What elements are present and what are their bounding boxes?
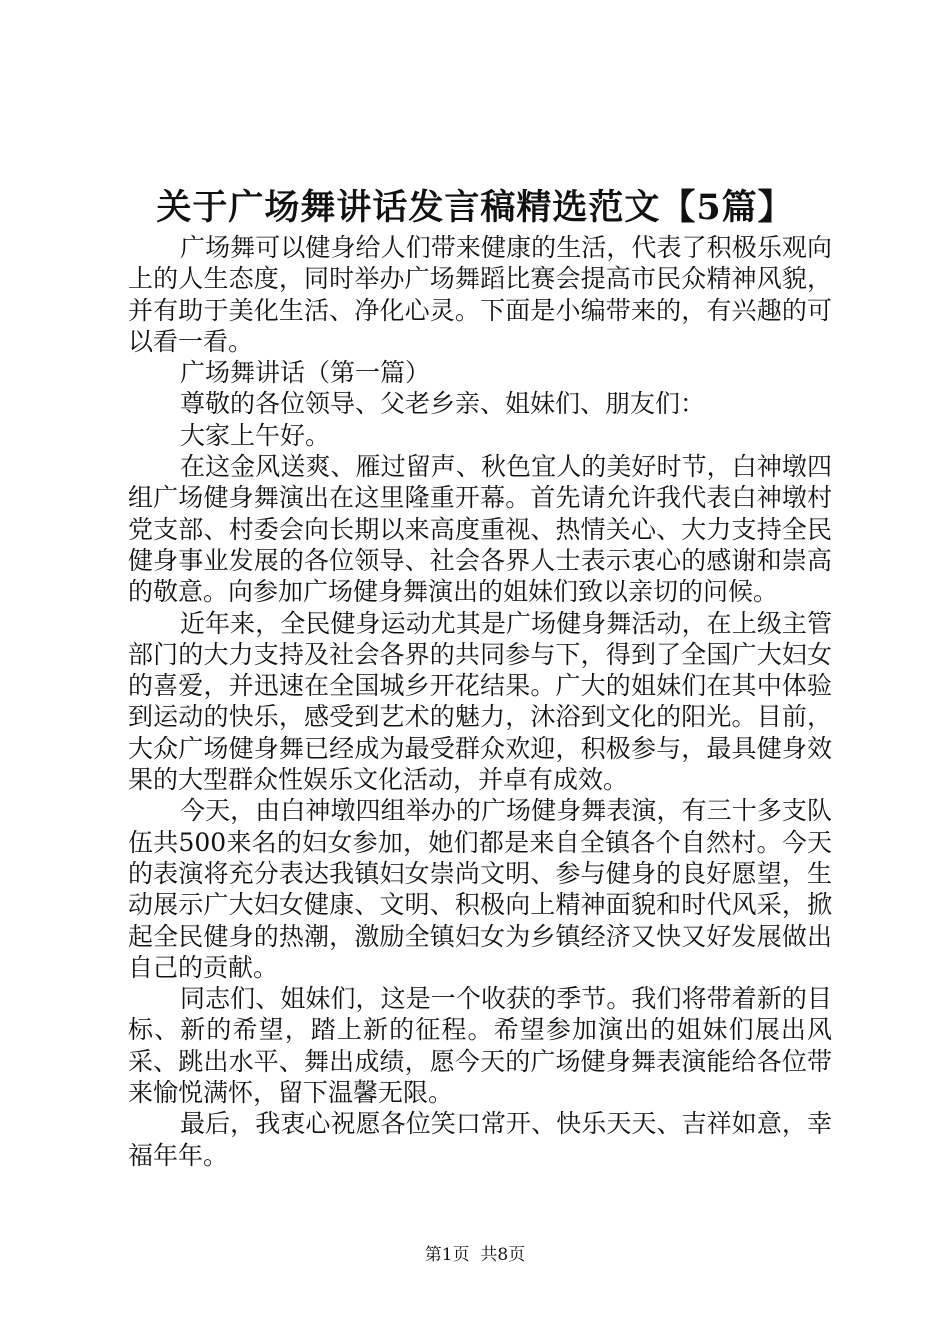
paragraph-comrades: 同志们、姐妹们，这是一个收获的季节。我们将带着新的目标、新的希望，踏上新的征程。希望参加演出的姐妹们展出风采、跳出水平、舞出成绩，愿今天的广场健身舞表演能给各位带来愉悦满怀，留下温馨无限。 [128,984,832,1108]
paragraph-salutation: 尊敬的各位领导、父老乡亲、姐妹们、朋友们： [180,389,706,419]
paragraph-greeting: 大家上午好。 [180,420,331,450]
document-title: 关于广场舞讲话发言稿精选范文【5篇】 [156,187,794,228]
paragraph-today: 今天，由白神墩四组举办的广场健身舞表演，有三十多支队伍共500来名的妇女参加，她们都是来自全镇各个自然村。今天的表演将充分表达我镇妇女崇尚文明、参与健身的良好愿望，生动展示广大妇女健康、文明、积极向上精神面貌和时代风采，掀起全民健身的热潮，激励全镇妇女为乡镇经济又快又好发展做出自己的贡献。 [128,796,832,982]
paragraph-recent-years: 近年来，全民健身运动尤其是广场健身舞活动，在上级主管部门的大力支持及社会各界的共同参与下，得到了全国广大妇女的喜爱，并迅速在全国城乡开花结果。广大的姐妹们在其中体验到运动的快乐，感受到艺术的魅力，沐浴到文化的阳光。目前，大众广场健身舞已经成为最受群众欢迎，积极参与，最具健身效果的大型群众性娱乐文化活动，并卓有成效。 [128,608,832,795]
paragraph-closing: 最后，我衷心祝愿各位笑口常开、快乐天天、吉祥如意，幸福年年。 [128,1109,832,1170]
paragraph-intro: 广场舞可以健身给人们带来健康的生活，代表了积极乐观向上的人生态度，同时举办广场舞蹈比赛会提高市民众精神风貌，并有助于美化生活、净化心灵。下面是小编带来的，有兴趣的可以看一看。 [128,233,832,356]
page-indicator: 第1页 共8页 [424,1245,526,1265]
document-body [128,232,832,1171]
paragraph-section-heading: 广场舞讲话（第一篇） [180,358,431,388]
paragraph-opening: 在这金风送爽、雁过留声、秋色宜人的美好时节，白神墩四组广场健身舞演出在这里隆重开幕。首先请允许我代表白神墩村党支部、村委会向长期以来高度重视、热情关心、大力支持全民健身事业发展的各位领导、社会各界人士表示衷心的感谢和崇高的敬意。向参加广场健身舞演出的姐妹们致以亲切的问候。 [128,452,832,607]
